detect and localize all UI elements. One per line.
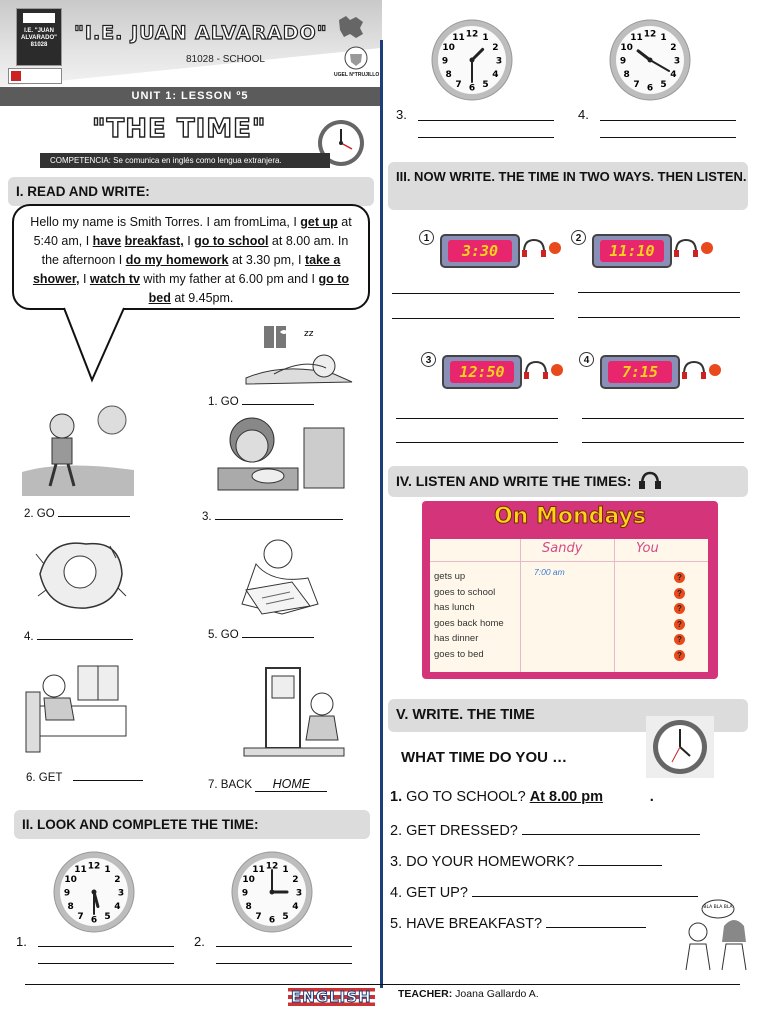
digital-clock-1: [440, 234, 520, 268]
section-3-clock-4-line-2[interactable]: [582, 442, 744, 443]
boy-getting-up-icon: [22, 662, 140, 758]
clock-numeral: 3: [673, 56, 681, 67]
clock-numeral: 6: [646, 83, 654, 94]
clock-numeral: 2: [492, 43, 499, 53]
section-2-item-1-line-1[interactable]: [38, 946, 174, 947]
clock-numeral: 4: [492, 70, 499, 80]
item-3-blank[interactable]: [215, 519, 343, 520]
section-3-clock-2-line-1[interactable]: [578, 292, 740, 293]
headphones-icon-2: [674, 238, 714, 258]
clock-numeral: 2: [114, 875, 121, 885]
clock-numeral: 1: [482, 33, 489, 44]
item-6: [26, 772, 143, 784]
clock-numeral: 8: [67, 902, 74, 912]
schedule-table-title: On Mondays: [493, 504, 647, 529]
clock-face: [608, 18, 692, 102]
clock-numeral: 7: [455, 79, 462, 90]
clock-face: [52, 850, 136, 934]
story-bubble: [12, 204, 370, 310]
clock-numeral: 11: [452, 33, 465, 44]
boy-walking-to-school-icon: [22, 402, 134, 496]
english-logo: ENGLISH: [288, 988, 375, 1006]
column-divider: [380, 40, 383, 988]
teacher-label: TEACHER:: [398, 988, 453, 1000]
clock-numeral: 11: [630, 33, 643, 44]
clock-numeral: 10: [620, 43, 633, 53]
clock-numeral: 6: [268, 915, 276, 926]
analog-clock-2: [230, 850, 314, 939]
question-mark-icon: ?: [674, 603, 685, 614]
speech-text: BLA BLA BLA: [703, 905, 733, 910]
clock-numeral: 5: [104, 911, 111, 922]
item-5-label: 5. GO: [208, 629, 239, 641]
schedule-row-label: goes to bed: [434, 648, 484, 660]
item-7: [208, 777, 327, 792]
clock-numeral: 7: [633, 79, 640, 90]
clock-numeral: 9: [441, 56, 449, 67]
item-5: [208, 629, 314, 641]
teacher-name: Joana Gallardo A.: [455, 988, 539, 1000]
question-2-blank[interactable]: [522, 820, 700, 835]
item-1-blank[interactable]: [242, 404, 314, 405]
girl-doing-homework-icon: [222, 534, 328, 620]
section-1-heading: I. READ AND WRITE:: [8, 177, 374, 206]
question-5-blank[interactable]: [546, 913, 646, 928]
schedule-row-label: goes to school: [434, 586, 496, 598]
section-2-item-4-label: 4.: [578, 107, 589, 122]
question-1-answer[interactable]: At 8.00 pm: [529, 789, 604, 805]
item-1-label: 1. GO: [208, 396, 239, 408]
headphones-icon: [639, 471, 661, 489]
section-2-item-3-line-2[interactable]: [418, 137, 554, 138]
question-5-number: 5.: [390, 916, 403, 932]
clock-face: [230, 850, 314, 934]
section-2-item-4-line-1[interactable]: [600, 120, 736, 121]
digital-clock-1-number: 1: [419, 230, 434, 245]
svg-text:zz: zz: [304, 329, 314, 339]
clock-numeral: 1: [104, 865, 111, 876]
story-segment: Hello my name is Smith Torres. I am fromLima, I: [30, 215, 301, 229]
clock-numeral: 7: [77, 911, 84, 922]
question-2-text: GET DRESSED?: [406, 823, 518, 839]
clock-numeral: 3: [495, 56, 503, 67]
story-text: [30, 215, 351, 305]
section-2-item-2-line-2[interactable]: [216, 963, 352, 964]
story-segment: at 3.30 pm, I: [228, 253, 305, 267]
question-mark-icon: ?: [674, 588, 685, 599]
clock-icon: [644, 714, 716, 780]
talking-kids-icon: [678, 898, 756, 972]
section-2-item-1-line-2[interactable]: [38, 963, 174, 964]
story-keyword: go to school: [194, 234, 269, 248]
girl-coming-back-home-icon: [240, 660, 352, 760]
boy-showering-icon: [30, 534, 130, 620]
section-2-item-3-label: 3.: [396, 107, 407, 122]
digital-clock-4: [600, 355, 680, 389]
item-5-blank[interactable]: [242, 637, 314, 638]
story-segment: at 9.45pm.: [170, 291, 234, 305]
analog-clock-1: [52, 850, 136, 939]
headphones-icon-1: [522, 238, 562, 258]
story-segment: at 5:40 am, I: [33, 215, 352, 248]
clock-numeral: 4: [292, 902, 299, 912]
question-mark-icon: ?: [674, 572, 685, 583]
story-segment: with my father at 6.00 pm and I: [139, 272, 319, 286]
clock-numeral: 11: [74, 865, 87, 876]
item-2-blank[interactable]: [58, 516, 130, 517]
question-1-number: 1.: [390, 789, 403, 805]
digital-clock-4-number: 4: [579, 352, 594, 367]
analog-clock-3: [430, 18, 514, 107]
question-3-number: 3.: [390, 854, 403, 870]
question-3-blank[interactable]: [578, 851, 662, 866]
question-1-end: .: [649, 789, 654, 805]
section-2-item-2-line-1[interactable]: [216, 946, 352, 947]
clock-numeral: 7: [255, 911, 262, 922]
story-keyword: take a shower,: [32, 253, 341, 286]
item-3-label: 3.: [202, 511, 212, 523]
item-6-label: 6. GET: [26, 772, 63, 784]
section-2-item-2-label: 2.: [194, 934, 205, 949]
clock-numeral: 10: [64, 875, 77, 885]
digital-clock-1-display: 3:30: [448, 240, 512, 262]
clock-numeral: 8: [445, 70, 452, 80]
question-2: [390, 820, 700, 839]
clock-numeral: 5: [482, 79, 489, 90]
story-segment: I: [183, 234, 195, 248]
question-mark-icon: ?: [674, 634, 685, 645]
section-3-clock-3-line-1[interactable]: [396, 418, 558, 419]
question-4-text: GET UP?: [406, 885, 468, 901]
question-mark-icon: ?: [674, 619, 685, 630]
sleeping-boy-icon: [244, 322, 354, 388]
clock-numeral: 12: [265, 861, 279, 872]
item-7-answer[interactable]: HOME: [255, 777, 327, 792]
clock-numeral: 8: [245, 902, 252, 912]
footer-line: [25, 984, 740, 985]
school-subtitle: 81028 - SCHOOL: [186, 54, 265, 65]
digital-clock-3: [442, 355, 522, 389]
story-keyword: do my homework: [125, 253, 229, 267]
question-4-blank[interactable]: [472, 882, 698, 897]
question-5-text: HAVE BREAKFAST?: [406, 916, 543, 932]
story-segment: at 8.00 am. In the afternoon I: [41, 234, 349, 267]
section-2-item-3-line-1[interactable]: [418, 120, 554, 121]
clock-numeral: 5: [282, 911, 289, 922]
column-sandy: Sandy: [542, 541, 583, 556]
question-1: [390, 789, 654, 805]
ministry-logo: [8, 68, 62, 84]
sandy-first-time: 7:00 am: [534, 567, 565, 577]
clock-numeral: 11: [252, 865, 265, 876]
clock-numeral: 2: [292, 875, 299, 885]
clock-numeral: 10: [242, 875, 255, 885]
item-4-blank[interactable]: [37, 639, 133, 640]
school-logo: [16, 8, 62, 66]
section-4-heading-text: IV. LISTEN AND WRITE THE TIMES:: [396, 473, 632, 489]
schedule-row-label: has dinner: [434, 633, 479, 644]
story-segment: I: [79, 272, 90, 286]
question-3: [390, 851, 662, 870]
crest-icon: [342, 44, 370, 72]
digital-clock-2-number: 2: [571, 230, 586, 245]
section-3-clock-1-line-1[interactable]: [392, 293, 554, 294]
item-7-label: 7. BACK: [208, 779, 253, 791]
clock-numeral: 6: [90, 915, 98, 926]
section-2-item-4-line-2[interactable]: [600, 137, 736, 138]
clock-numeral: 4: [114, 902, 121, 912]
column-you: You: [636, 541, 659, 556]
speech-bubble-tail: [62, 306, 142, 386]
item-2-label: 2. GO: [24, 508, 55, 520]
clock-numeral: 5: [660, 79, 667, 90]
crest-label: UGEL N°TRUJILLO: [334, 72, 380, 78]
digital-clock-3-display: 12:50: [450, 361, 514, 383]
section-5-heading: V. WRITE. THE TIME: [388, 699, 748, 732]
schedule-row-label: has lunch: [434, 602, 475, 613]
schedule-table-body: [430, 539, 708, 672]
clock-numeral: 3: [117, 888, 125, 899]
item-4: [24, 631, 133, 643]
unit-bar: UNIT 1: LESSON º5: [0, 87, 380, 106]
clock-numeral: 2: [670, 43, 677, 53]
question-1-text: GO TO SCHOOL?: [406, 789, 526, 805]
question-4: [390, 882, 698, 901]
section-3-clock-3-line-2[interactable]: [396, 442, 558, 443]
clock-numeral: 9: [241, 888, 249, 899]
clock-numeral: 1: [660, 33, 667, 44]
section-3-heading: III. NOW WRITE. THE TIME IN TWO WAYS. THEN LISTEN.: [388, 162, 748, 210]
page-title: "THE TIME": [92, 114, 267, 144]
item-6-blank[interactable]: [73, 780, 143, 781]
section-3-clock-4-line-1[interactable]: [582, 418, 744, 419]
clock-numeral: 1: [282, 865, 289, 876]
digital-clock-2: [592, 234, 672, 268]
school-logo-text: I.E. "JUAN ALVARADO" 81028: [21, 28, 57, 48]
item-4-label: 4.: [24, 631, 34, 643]
section-3-clock-1-line-2[interactable]: [392, 318, 554, 319]
clock-numeral: 8: [623, 70, 630, 80]
headphones-icon-4: [682, 360, 722, 380]
story-keyword: go to bed: [148, 272, 350, 305]
digital-clock-4-display: 7:15: [608, 361, 672, 383]
clock-numeral: 4: [670, 70, 677, 80]
clock-numeral: 10: [442, 43, 455, 53]
question-3-text: DO YOUR HOMEWORK?: [406, 854, 575, 870]
story-keyword: breakfast,: [124, 234, 184, 248]
question-2-number: 2.: [390, 823, 403, 839]
clock-numeral: 3: [295, 888, 303, 899]
map-icon: [336, 14, 366, 40]
clock-face: [430, 18, 514, 102]
item-2: [24, 508, 130, 520]
teacher-line: [398, 988, 539, 1000]
schedule-row-label: goes back home: [434, 617, 504, 629]
question-4-number: 4.: [390, 885, 403, 901]
schedule-row-label: gets up: [434, 571, 466, 582]
schedule-table: [422, 501, 718, 679]
analog-clock-4: [608, 18, 692, 107]
section-4-heading: [388, 466, 748, 497]
clock-numeral: 9: [619, 56, 627, 67]
question-mark-icon: ?: [674, 650, 685, 661]
digital-clock-2-display: 11:10: [600, 240, 664, 262]
story-keyword: watch tv: [89, 272, 140, 286]
section-3-clock-2-line-2[interactable]: [578, 317, 740, 318]
competencia-bar: COMPETENCIA: Se comunica en inglés como lengua extranjera.: [40, 153, 330, 168]
item-3: [202, 511, 343, 523]
clock-numeral: 9: [63, 888, 71, 899]
item-1: [208, 396, 314, 408]
section-5-prompt: WHAT TIME DO YOU …: [401, 749, 568, 766]
story-keyword: have: [92, 234, 122, 248]
headphones-icon-3: [524, 360, 564, 380]
question-5: [390, 913, 646, 932]
digital-clock-3-number: 3: [421, 352, 436, 367]
boy-eating-breakfast-icon: [208, 412, 358, 494]
section-2-heading: II. LOOK AND COMPLETE THE TIME:: [14, 810, 370, 839]
story-keyword: get up: [300, 215, 338, 229]
school-name: "I.E. JUAN ALVARADO": [74, 22, 328, 44]
clock-numeral: 6: [468, 83, 476, 94]
clock-numeral: 12: [465, 29, 479, 40]
clock-numeral: 12: [643, 29, 657, 40]
section-2-item-1-label: 1.: [16, 934, 27, 949]
clock-numeral: 12: [87, 861, 101, 872]
